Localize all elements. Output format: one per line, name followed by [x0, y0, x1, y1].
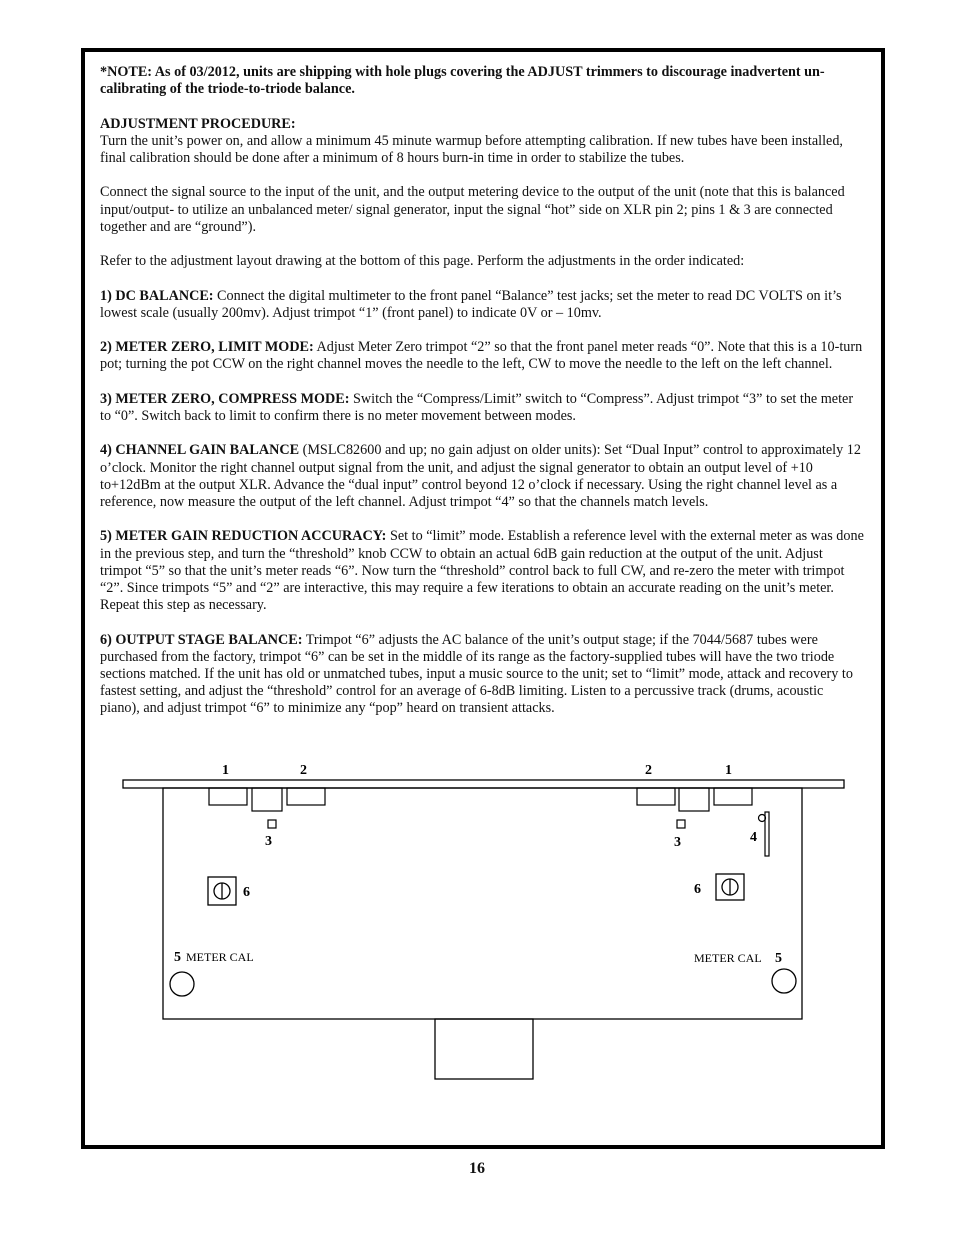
- label-left-5: 5: [174, 950, 181, 965]
- procedure-intro-text: Turn the unit’s power on, and allow a minimum 45 minute warmup before attempting calibration. If new tubes have been installed, final calibration should be done after a minimum of 8 hours burn-in time in order to stabilize the tubes.: [100, 132, 843, 166]
- front-panel-strip: [123, 780, 844, 788]
- step-title: 2) METER ZERO, LIMIT MODE:: [100, 339, 314, 356]
- trimpot-5-right: [772, 969, 796, 993]
- trimpot-3-left: [268, 820, 276, 828]
- step-6: [100, 632, 866, 718]
- label-right-2: 2: [645, 763, 652, 778]
- step-title: 6) OUTPUT STAGE BALANCE:: [100, 631, 303, 648]
- step-text: Switch the “Compress/Limit” switch to “Compress”. Adjust trimpot “3” to set the meter to “0”. Switch back to limit to confirm there is no meter movement between modes.: [100, 390, 854, 424]
- step-text: Connect the digital multimeter to the front panel “Balance” test jacks; set the meter to read DC VOLTS on it’s lowest scale (usually 200mv). Adjust trimpot “1” (front panel) to indicate 0V or – 10mv.: [100, 287, 842, 321]
- page-content: [100, 64, 866, 735]
- procedure-refer: Refer to the adjustment layout drawing at the bottom of this page. Perform the adjustments in the order indicated:: [100, 253, 745, 270]
- label-right-meter-cal: METER CAL: [694, 951, 762, 965]
- circuit-board-outline: [163, 788, 802, 1019]
- output-connector-box: [435, 1019, 533, 1079]
- procedure-heading: ADJUSTMENT PROCEDURE:: [100, 115, 296, 132]
- meter-connector-left: [252, 788, 282, 811]
- label-left-2: 2: [300, 763, 307, 778]
- trimpot-3-right: [677, 820, 685, 828]
- trimpot-2-left: [287, 788, 325, 805]
- label-left-6: 6: [243, 885, 250, 900]
- label-left-meter-cal: METER CAL: [186, 950, 254, 964]
- step-3: [100, 391, 866, 425]
- step-title: 1) DC BALANCE:: [100, 287, 214, 304]
- trimpot-5-left: [170, 972, 194, 996]
- procedure-connect: Connect the signal source to the input of the unit, and the output metering device to the output of the unit (note that this is balanced input/output- to utilize an unbalanced meter/ signal generator, input the signal “hot” side on XLR pin 2; pins 1 & 3 are connected together and are “ground”).: [100, 184, 845, 235]
- label-right-5: 5: [775, 951, 782, 966]
- trimpot-4-body: [765, 812, 769, 856]
- step-text: Trimpot “6” adjusts the AC balance of the unit’s output stage; if the 7044/5687 tubes were purchased from the factory, trimpot “6” can be set in the middle of its range as the factory-supplied tubes will have the two triode sections matched. If the unit has old or unmatched tubes, input a music source to the unit; set to “limit” mode, attack and recovery to fastest setting, and adjust the “threshold” control for an average of 6-8dB limiting. Listen to a percussive track (drums, acoustic piano), and adjust trimpot “6” to minimize any “pop” heard on transient attacks.: [100, 631, 853, 717]
- procedure-intro: [100, 116, 866, 168]
- meter-connector-right: [679, 788, 709, 811]
- step-2: [100, 339, 866, 373]
- note-paragraph: [100, 64, 866, 98]
- step-text: Adjust Meter Zero trimpot “2” so that the front panel meter reads “0”. Note that this is a 10-turn pot; turning the pot CCW on the right channel moves the needle to the left, CW to move the needle to the left on the left channel.: [100, 339, 863, 373]
- note-text: *NOTE: As of 03/2012, units are shipping with hole plugs covering the ADJUST trimmers to discourage inadvertent un-calibrating of the triode-to-triode balance.: [100, 64, 825, 98]
- page-number: 16: [469, 1160, 485, 1177]
- step-text: (MSLC82600 and up; no gain adjust on older units): Set “Dual Input” control to approximately 12 o’clock. Monitor the right channel output signal from the unit, and adjust the signal generator to obtain an output level of +10 to+12dBm at the output XLR. Advance the “dual input” control beyond 12 o’clock if necessary. Using the right channel level as a reference, now measure the output of the left channel. Adjust trimpot “4” so that the channels match levels.: [100, 442, 861, 510]
- step-4: [100, 442, 866, 511]
- label-right-4: 4: [750, 830, 757, 845]
- trimpot-1-right: [714, 788, 752, 805]
- label-right-3: 3: [674, 835, 681, 850]
- step-5: [100, 528, 866, 614]
- trimpot-2-right: [637, 788, 675, 805]
- adjustment-layout-diagram: [110, 755, 850, 1090]
- step-title: 3) METER ZERO, COMPRESS MODE:: [100, 390, 350, 407]
- label-left-3: 3: [265, 834, 272, 849]
- label-right-6: 6: [694, 882, 701, 897]
- step-title: 4) CHANNEL GAIN BALANCE: [100, 442, 300, 459]
- step-title: 5) METER GAIN REDUCTION ACCURACY:: [100, 528, 387, 545]
- label-left-1: 1: [222, 763, 229, 778]
- trimpot-1-left: [209, 788, 247, 805]
- step-1: [100, 288, 866, 322]
- adjustment-layout-svg: [110, 755, 850, 1085]
- step-text: Set to “limit” mode. Establish a reference level with the external meter as was done in the previous step, and turn the “threshold” knob CCW to obtain an actual 6dB gain reduction at the output of the unit. Adjust trimpot “5” so that the unit’s meter reads “6”. Now turn the “threshold” control back to full CW, and re-zero the meter with trimpot “2”. Since trimpots “5” and “2” are interactive, this may require a few iterations to obtain an accurate reading on the unit’s meter. Repeat this step as necessary.: [100, 528, 864, 614]
- label-right-1: 1: [725, 763, 732, 778]
